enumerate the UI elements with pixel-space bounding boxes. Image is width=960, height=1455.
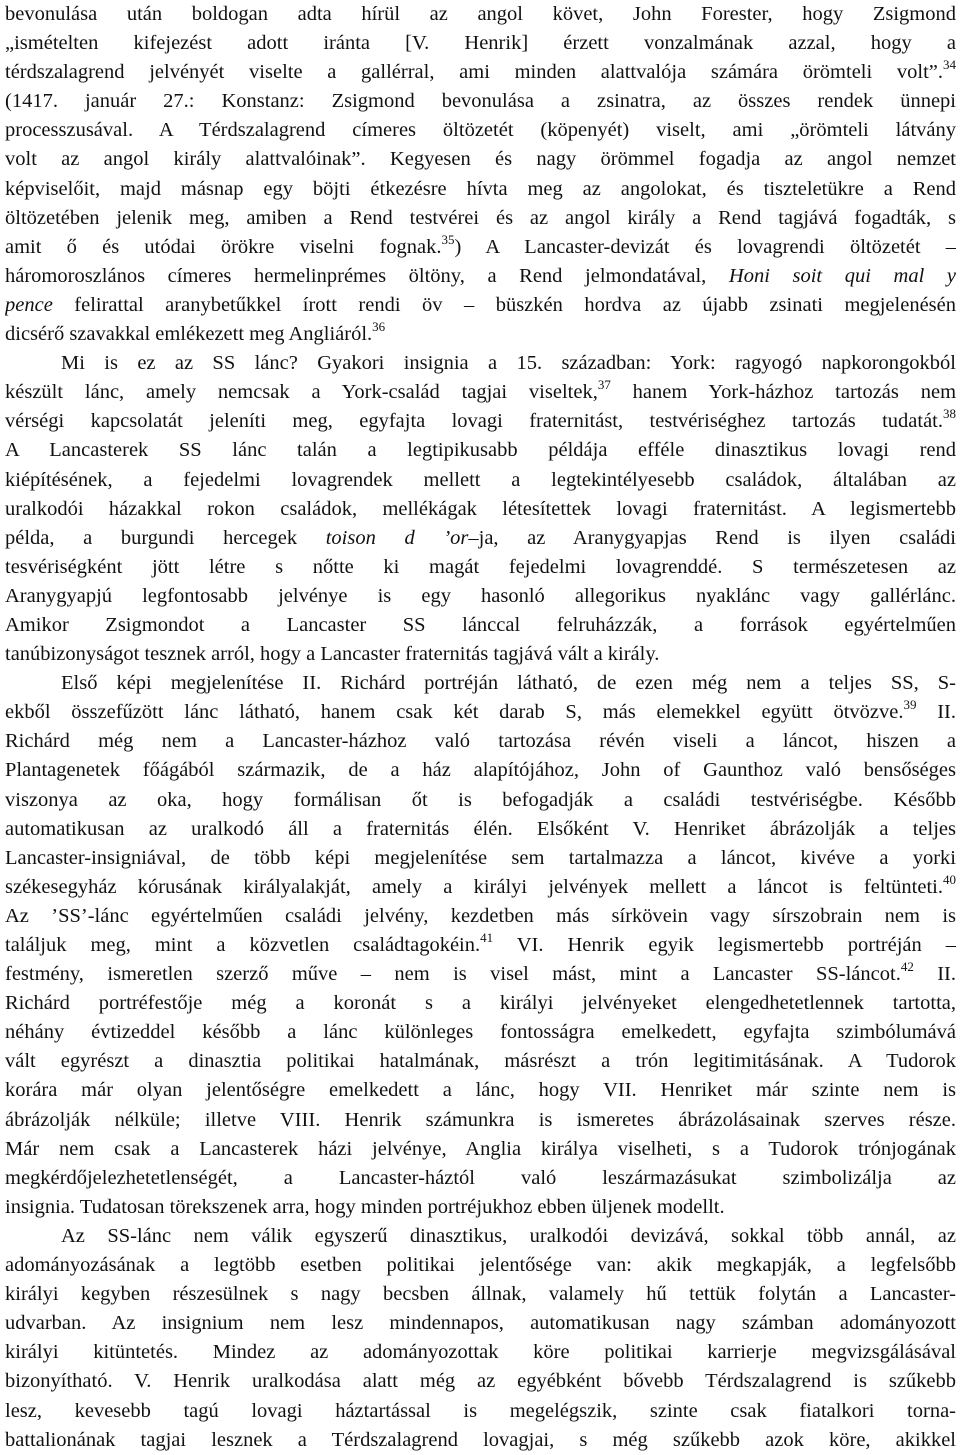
text-segment: vérségi kapcsolatát jeleníti meg, egyfajta lovagi fraternitást, testvériséghez tartozás tudatát. — [5, 410, 943, 433]
text-line: királyi kegyben részesülnek s nagy becsben állnak, valamely hű tettük folytán a Lancaster- — [5, 1283, 956, 1306]
paragraph-3 — [5, 669, 956, 1222]
text-line: Az SS-lánc nem válik egyszerű dinasztikus, uralkodói devizává, sokkal több annál, az — [61, 1224, 956, 1247]
text-line: Az ’SS’-lánc egyértelműen családi jelvény, kezdetben más sírkövein vagy sírszobrain nem is — [5, 904, 956, 927]
motto-italic: pence — [5, 293, 53, 316]
footnote-ref: 39 — [903, 698, 917, 713]
text-line: néhány évtizeddel később a lánc különleges fontosságra emelkedett, egyfajta szimbólumává — [5, 1021, 956, 1044]
text-line: korára már olyan jelentőségre emelkedett a lánc, hogy VII. Henriket már szinte nem is — [5, 1079, 956, 1102]
text-line: udvarban. Az insignium nem lesz mindennapos, automatikusan nagy számban adományozott — [5, 1312, 956, 1335]
text-segment: amit ő és utódai örökre viselni fognak. — [5, 235, 442, 258]
text-line — [5, 698, 956, 727]
text-line: viszonya az oka, hogy formálisan őt is befogadják a családi testvériségbe. Később — [5, 788, 956, 811]
text-line: „ismételten kifejezést adott iránta [V. Henrik] érzett vonzalmának azzal, hogy a — [5, 32, 956, 55]
text-line: Amikor Zsigmondot a Lancaster SS lánccal felruházzák, a források egyértelműen — [5, 613, 956, 636]
text-line: automatikusan az uralkodó áll a fraternitás élén. Elsőként V. Henriket ábrázolják a teljes — [5, 817, 956, 840]
text-segment: térdszalagrend jelvényét viselte a gallérral, ami minden alattvalója számára örömteli volt”. — [5, 61, 943, 84]
text-line: kiépítésének, a fejedelmi lovagrendek mellett a legtekintélyesebb családok, általában az — [5, 468, 956, 491]
text-line: lesz, kevesebb tagú lovagi háztartással is megelégszik, szinte csak fiatalkori torna- — [5, 1399, 956, 1422]
text-segment: II. — [937, 963, 956, 986]
text-line — [5, 58, 956, 87]
text-line: insignia. Tudatosan törekszenek arra, hogy minden portréjukhoz ebben üljenek modellt. — [5, 1195, 725, 1218]
text-line: Mi is ez az SS lánc? Gyakori insignia a 15. században: York: ragyogó napkorongokból — [61, 352, 956, 375]
text-line: processzusával. A Térdszalagrend címeres öltözetét (köpenyét) viselt, ami „örömteli látvány — [5, 119, 956, 142]
text-line: volt az angol király alattvalóinak”. Kegyesen és nagy örömmel fogadja az angol nemzet — [5, 148, 956, 171]
text-line: ábrázolják nélküle; illetve VIII. Henrik számunkra is ismeretes ábrázolásainak szerves része. — [5, 1108, 956, 1131]
text-line — [5, 262, 956, 291]
text-line — [5, 873, 956, 902]
text-line: Richárd portréfestője még a koronát s a királyi jelvényeket elengedhetetlennek tartotta, — [5, 992, 956, 1015]
text-line — [5, 524, 956, 553]
text-segment: festmény, ismeretlen szerző műve – nem is visel mást, mint a Lancaster SS-láncot. — [5, 963, 901, 986]
text-line: vált egyrészt a dinasztia politikai hatalmának, másrészt a trón legitimitásának. A Tudorok — [5, 1050, 956, 1073]
footnote-ref: 35 — [441, 232, 455, 247]
footnote-ref: 42 — [900, 960, 914, 975]
paragraph-4 — [5, 1222, 956, 1455]
footnote-ref: 40 — [943, 872, 956, 887]
footnote-ref: 36 — [372, 320, 386, 335]
text-line: királyi kitüntetés. Mindez az adományozottak köre politikai karrierje megvizsgálásával — [5, 1341, 956, 1364]
footnote-ref: 38 — [943, 407, 956, 422]
text-line — [5, 378, 956, 407]
text-line: bevonulása után boldogan adta hírül az angol követ, John Forester, hogy Zsigmond — [5, 3, 956, 25]
paragraph-2 — [5, 349, 956, 669]
text-line: képviselőit, majd másnap egy böjti étkezésre hívta meg az angolokat, és tiszteletükre a Rend — [5, 177, 956, 200]
text-segment: székesegyház kórusának királyalakját, amely a királyi jelvények mellett a láncot is feltünteti. — [5, 875, 943, 898]
text-segment: felirattal aranybetűkkel írott rendi öv – büszkén hordva az újabb zsinati megjelenésén — [74, 293, 956, 316]
footnote-ref: 41 — [480, 931, 494, 945]
motto-italic: Honi soit qui mal y — [728, 264, 956, 287]
text-line: A Lancasterek SS lánc talán a legtipikusabb példája efféle dinasztikus lovagi rend — [5, 439, 956, 462]
text-line: Aranygyapjú legfontosabb jelvénye is egy hasonló allegorikus nyaklánc vagy gallérlánc. — [5, 584, 956, 607]
footnote-ref: 37 — [597, 378, 611, 393]
text-line: tesvériségként jött létre s nőtte ki magát fejedelmi lovagrenddé. S természetesen az — [5, 555, 956, 578]
text-line — [5, 407, 956, 436]
text-line — [5, 960, 956, 989]
text-line: Lancaster-insigniával, de több képi megjelenítése sem tartalmazza a láncot, kivéve a yorki — [5, 846, 956, 869]
text-line — [5, 291, 956, 320]
text-line: Richárd még nem a Lancaster-házhoz való tartozása révén viseli a láncot, hiszen a — [5, 730, 956, 753]
text-line: Első képi megjelenítése II. Richárd portréján látható, de ezen még nem a teljes SS, S- — [61, 672, 956, 695]
text-line: uralkodói házakkal rokon családok, mellékágak létesítettek lovagi fraternitást. A legismertebb — [5, 497, 956, 520]
document-page — [5, 0, 956, 1455]
text-line: öltözetében jelenik meg, amiben a Rend testvérei és az angol király a Rend tagjává fogadták, s — [5, 206, 956, 229]
text-line — [5, 931, 956, 960]
text-segment: készült lánc, amely nemcsak a York-család tagjai viseltek, — [5, 381, 598, 404]
text-segment: –ja, az Aranygyapjas Rend is ilyen családi — [468, 526, 956, 549]
text-line — [5, 233, 956, 262]
text-segment: VI. Henrik egyik legismertebb portréján – — [516, 934, 956, 956]
text-segment: ekből összefűzött lánc látható, hanem csak két darab S, más elemekkel együtt ötvözve. — [5, 701, 904, 724]
footnote-ref: 34 — [943, 58, 956, 73]
text-segment: dicsérő szavakkal emlékezett meg Angliáról. — [5, 323, 373, 346]
term-italic: toison d ’or — [325, 526, 469, 549]
text-line: battalionának tagjai lesznek a Térdszalagrend lovagjai, s még szűkebb azok köre, akikkel — [5, 1428, 956, 1451]
text-line: megkérdőjelezhetetlenségét, a Lancaster-háztól való leszármazásukat szimbolizálja az — [5, 1166, 956, 1189]
text-segment: találjuk meg, mint a közvetlen családtagokéin. — [5, 934, 481, 956]
text-segment: II. — [937, 701, 956, 724]
text-line: bizonyítható. V. Henrik uralkodása alatt még az egyébként bővebb Térdszalagrend is szűkebb — [5, 1370, 956, 1393]
text-segment: háromoroszlános címeres hermelinprémes öltöny, a Rend jelmondatával, — [5, 264, 707, 287]
text-line: adományozásának a legtöbb esetben politikai jelentősége van: akik megkapják, a legfelsőbb — [5, 1254, 956, 1277]
text-line — [5, 320, 956, 349]
text-segment: példa, a burgundi hercegek — [5, 526, 298, 549]
text-line: (1417. január 27.: Konstanz: Zsigmond bevonulása a zsinatra, az összes rendek ünnepi — [5, 90, 956, 113]
text-line: Plantagenetek főágából származik, de a ház alapítójához, John of Gaunthoz való bensőséges — [5, 759, 956, 782]
paragraph-1 — [5, 0, 956, 349]
text-line: Már nem csak a Lancasterek házi jelvénye, Anglia királya viselheti, s a Tudorok trónjogának — [5, 1137, 956, 1160]
text-segment: ) A Lancaster-devizát és lovagrendi öltözetét – — [454, 235, 956, 258]
text-line: tanúbizonyságot tesznek arról, hogy a Lancaster fraternitás tagjává vált a király. — [5, 643, 660, 666]
text-segment: hanem York-házhoz tartozás nem — [632, 381, 956, 404]
